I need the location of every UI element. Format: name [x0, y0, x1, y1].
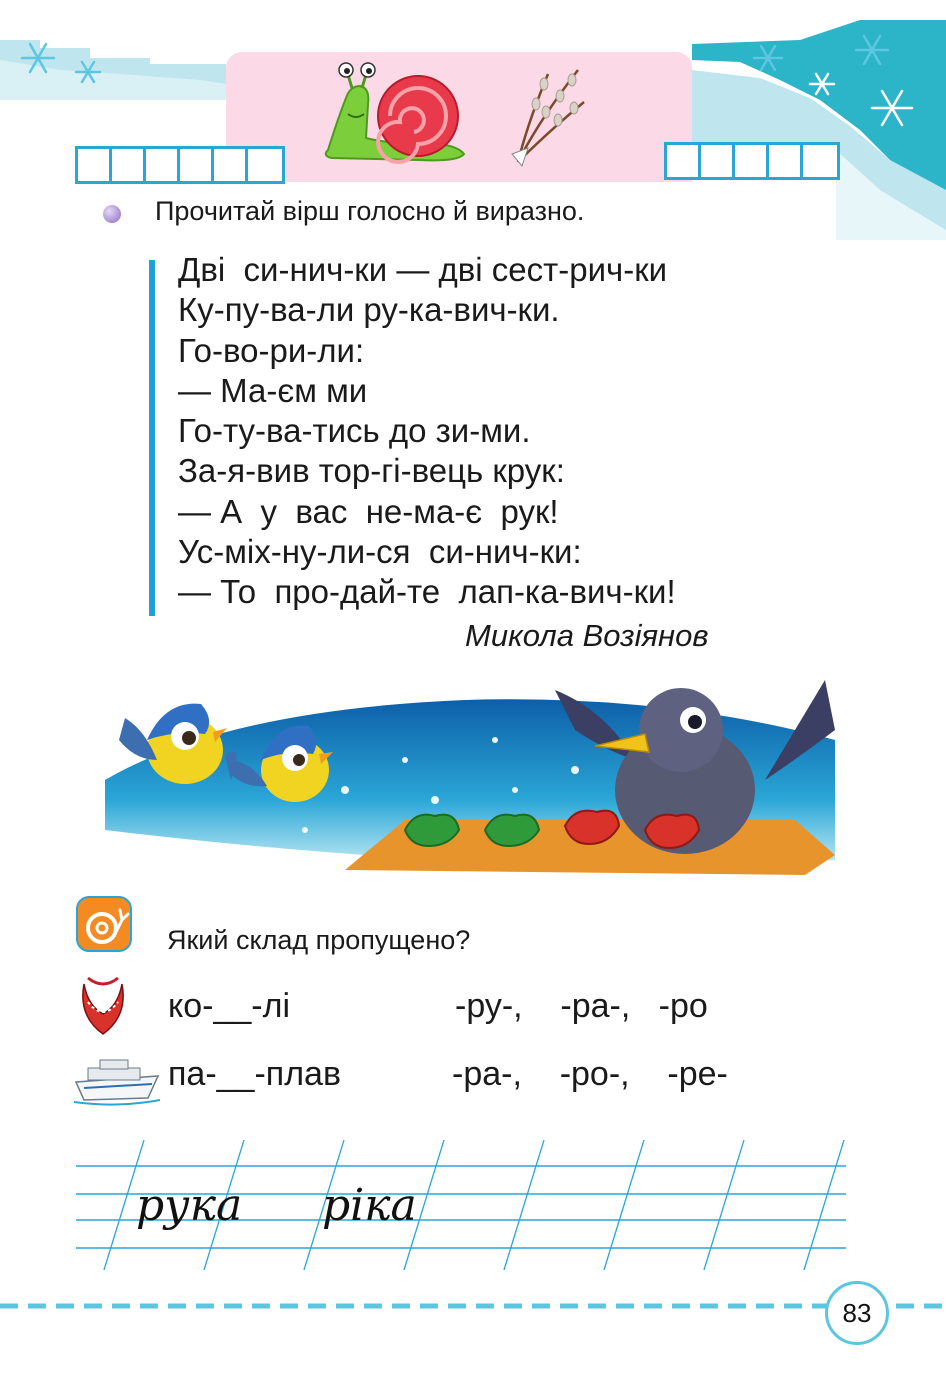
instruction-text: Прочитай вірш голосно й виразно.	[155, 196, 585, 226]
syllable-cells-right	[664, 142, 840, 180]
poem-line: — То про-дай-те лап-ка-вич-ки!	[178, 573, 676, 611]
poem-line: Го-ту-ва-тись до зи-ми.	[178, 412, 531, 450]
poem-line: Ку-пу-ва-ли ру-ка-вич-ки.	[178, 291, 560, 329]
task-question: Який склад пропущено?	[167, 925, 471, 955]
poem-line: Го-во-ри-ли:	[178, 331, 365, 369]
handwriting-word: ріка	[322, 1180, 417, 1231]
syllable-cells-left	[75, 146, 285, 184]
poem-illustration	[105, 670, 835, 880]
poem-line: Ус-міх-ну-ли-ся си-нич-ки:	[178, 533, 582, 571]
handwriting-lines	[76, 1140, 846, 1270]
task-options-1: -ру-, -ра-, -ро	[455, 987, 708, 1025]
poem-accent-bar	[149, 260, 155, 616]
poem	[178, 250, 676, 613]
necklace-icon	[78, 970, 128, 1038]
snail-icon	[318, 58, 468, 168]
task-word-1: ко-__-лі	[168, 987, 291, 1025]
task-word-2: па-__-плав	[168, 1055, 342, 1093]
poem-author: Микола Возіянов	[465, 618, 709, 653]
footer-dashed-line	[0, 1302, 946, 1310]
poem-line: — А у вас не-ма-є рук!	[178, 492, 559, 530]
task-snail-icon	[76, 896, 132, 952]
task-options-2: -ра-, -ро-, -ре-	[452, 1055, 728, 1093]
handwriting-word: рука	[136, 1180, 243, 1231]
poem-line: За-я-вив тор-гі-вець крук:	[178, 452, 565, 490]
page-number: 83	[825, 1281, 889, 1345]
bullet-icon	[103, 205, 121, 223]
poem-line: Дві си-нич-ки — дві сест-рич-ки	[178, 251, 668, 288]
poem-line: — Ма-єм ми	[178, 371, 368, 409]
ship-icon	[74, 1052, 160, 1106]
willow-branch-icon	[498, 62, 588, 172]
